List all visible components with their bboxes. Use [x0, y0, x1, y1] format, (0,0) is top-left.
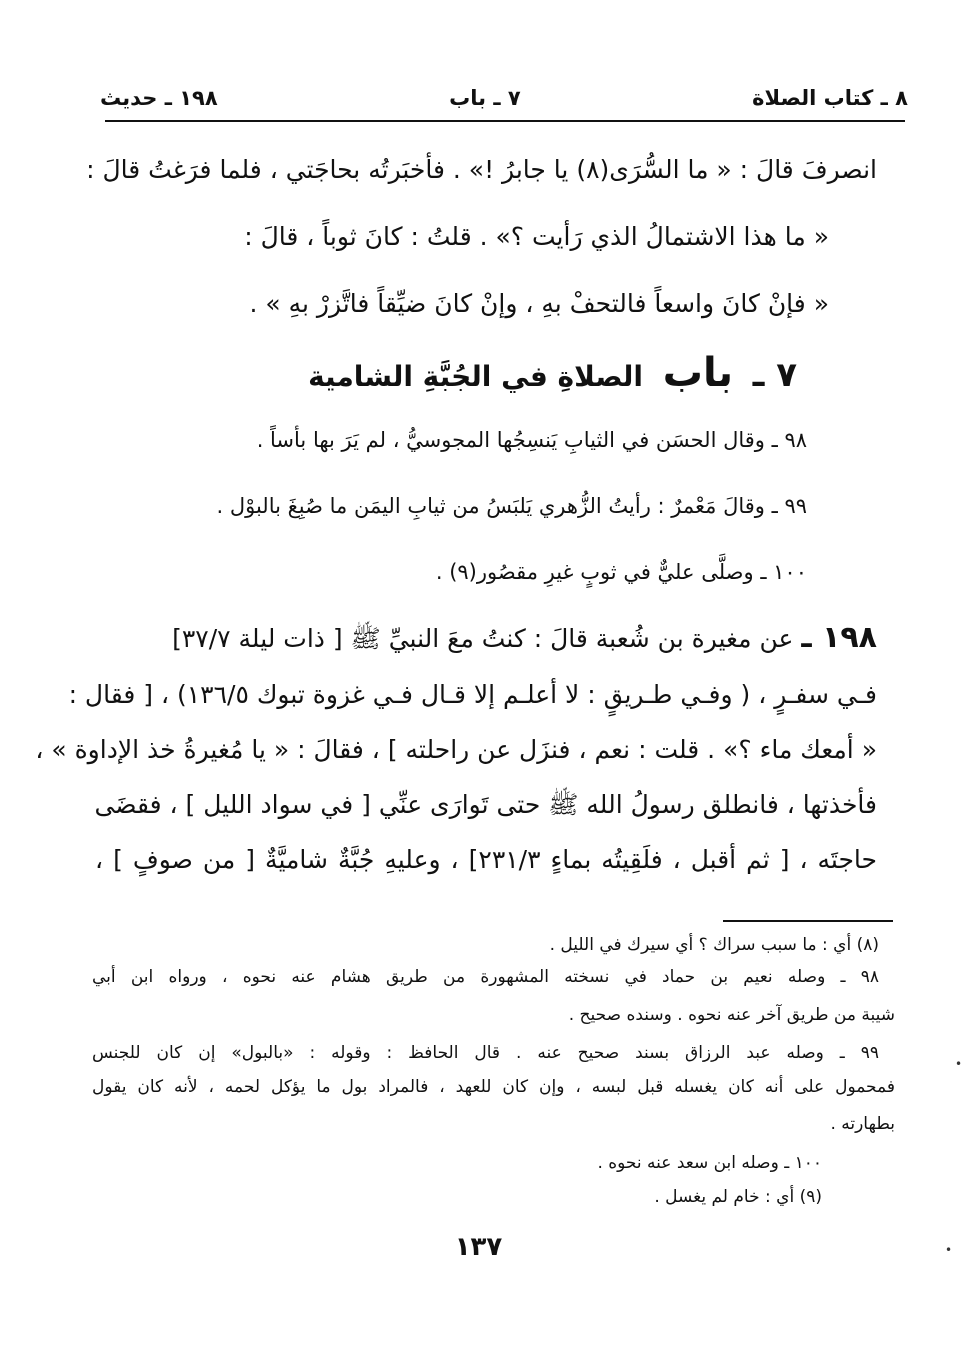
athar-98: ٩٨ ـ وقال الحسَن في الثيابِ يَنسِجُها المجوسيُّ ، لم يَرَ بها بأساً . — [256, 428, 807, 452]
hadith-line: حاجتَه ، [ ثم أقبل ، فلَقِيتُه بماءٍ ٢٣١/٣] ، وعليهِ جُبَّةٌ شاميَّةٌ [ من صوفٍ ] ، — [95, 845, 877, 874]
athar-100: ١٠٠ ـ وصلَّى عليٌّ في ثوبٍ غيرِ مقصُور(٩) . — [435, 560, 807, 584]
chapter-number: ٧ ـ — [752, 355, 797, 395]
text-line: انصرفَ قالَ : « ما السُّرَى(٨) يا جابرُ !» . فأخبَرتُه بحاجَتي ، فلما فرَغتُ قالَ : — [86, 155, 877, 184]
footnote-100: ١٠٠ ـ وصله ابن سعد عنه نحوه . — [597, 1153, 822, 1173]
hadith-line: فـي سفـرٍ ، ( وفـي طـريقٍ : لا أعلـم إلا قـال فـي غزوة تبوك ١٣٦/٥) ، [ فقال : — [68, 680, 877, 709]
hadith-number: ١٩٨ ـ — [801, 620, 877, 655]
header-rule — [105, 120, 905, 122]
chapter-title: الصلاةِ في الجُبَّةِ الشامية — [308, 360, 644, 393]
footnote-98-cont: شيبة من طريق آخر عنه نحوه . وسنده صحيح . — [568, 1005, 895, 1025]
footnote-99-end: بطهارته . — [830, 1114, 895, 1134]
page-number: ١٣٧ — [454, 1232, 503, 1262]
text-line: « فإنْ كانَ واسعاً فالتحفْ بهِ ، وإنْ كانَ ضيِّقاً فاتَّزرْ بهِ » . — [249, 289, 829, 318]
running-header — [100, 70, 908, 110]
hadith-line: فأخذتها ، فانطلق رسولُ الله ﷺ حتى تَوارَى عنِّي [ في سواد الليل ] ، فقضَى — [94, 790, 877, 819]
chapter-word: باب — [662, 350, 734, 396]
scan-mark: • — [945, 1243, 953, 1257]
header-book-title: ٨ ـ كتاب الصلاة — [752, 86, 908, 110]
footnote-8: (٨) أي : ما سبب سراك ؟ أي سيرك في الليل . — [549, 935, 879, 955]
footnote-98: ٩٨ ـ وصله نعيم بن حماد في نسخته المشهورة من طريق هشام عنه نحوه ، ورواه ابن أبي — [92, 967, 879, 987]
footnote-99: ٩٩ ـ وصله عبد الرزاق بسند صحيح عنه . قال الحافظ : وقوله : «بالبول» إن كان للجنس — [92, 1043, 879, 1063]
header-hadith-number: ١٩٨ ـ حديث — [100, 86, 218, 110]
footnote-99-cont: فمحمول على أنه كان يغسله قبل لبسه ، وإن كان للعهد ، فالمراد بول ما يؤكل لحمه ، لأنه كان يقول — [92, 1077, 895, 1097]
scan-mark: • — [955, 1057, 962, 1071]
hadith-text: عن مغيرة بن شُعبة قالَ : كنتُ معَ النبيِّ ﷺ [ ذات ليلة ٣٧/٧] — [172, 624, 794, 653]
hadith-line — [95, 620, 877, 656]
athar-99: ٩٩ ـ وقالَ مَعْمرٌ : رأيتُ الزُّهري يَلبَسُ من ثيابِ اليمَن ما صُبِغَ بالبوْل . — [216, 494, 807, 518]
chapter-heading — [95, 350, 797, 396]
header-chapter: ٧ ـ باب — [449, 86, 521, 110]
footnote-9: (٩) أي : خام لم يغسل . — [654, 1187, 822, 1207]
footnote-rule — [723, 920, 893, 922]
hadith-line: « أمعك ماء ؟» . قلت : نعم ، فنزَل عن راحلته ] ، فقالَ : « يا مُغيرةُ خذ الإداوة » ، — [35, 735, 877, 764]
text-line: « ما هذا الاشتمالُ الذي رَأيت ؟» . قلتُ : كانَ ثوباً ، قالَ : — [244, 222, 829, 251]
